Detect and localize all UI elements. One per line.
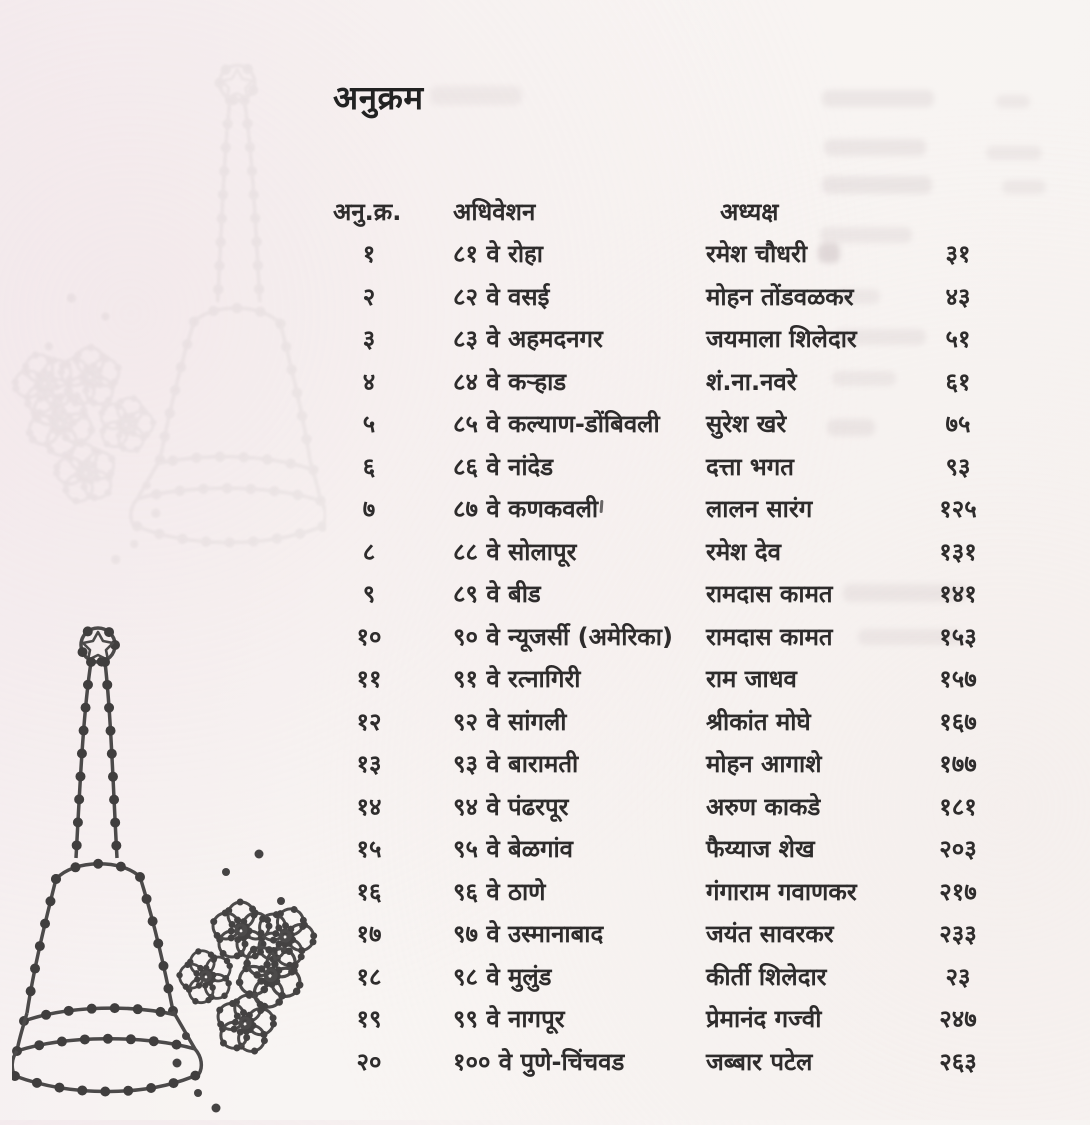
toc-row bbox=[333, 998, 1033, 1041]
convention-name: ८१ वे रोहा bbox=[453, 240, 544, 269]
convention-name: ९० वे न्यूजर्सी (अमेरिका) bbox=[453, 622, 673, 651]
president-name: श्रीकांत मोघे bbox=[706, 707, 811, 736]
convention-name: ८२ वे वसई bbox=[453, 282, 550, 311]
serial-number: ४ bbox=[362, 367, 376, 396]
serial-number: ११ bbox=[356, 665, 382, 694]
page-number: १६७ bbox=[939, 707, 977, 736]
table-of-contents bbox=[333, 78, 1033, 1083]
president-name: रामदास कामत bbox=[706, 622, 833, 651]
table-header-row bbox=[333, 190, 1033, 233]
president-name: शं.ना.नवरे bbox=[706, 367, 797, 396]
serial-number: ६ bbox=[362, 452, 376, 481]
convention-name: ९२ वे सांगली bbox=[453, 707, 567, 736]
convention-name: ९७ वे उस्मानाबाद bbox=[453, 920, 604, 949]
serial-number: १९ bbox=[356, 1005, 382, 1034]
toc-row bbox=[333, 573, 1033, 616]
president-name: प्रेमानंद गज्वी bbox=[706, 1005, 822, 1034]
serial-number: १५ bbox=[356, 835, 382, 864]
president-name: रमेश देव bbox=[706, 537, 781, 566]
convention-name: ८८ वे सोलापूर bbox=[453, 537, 577, 566]
toc-row bbox=[333, 658, 1033, 701]
convention-name: ९९ वे नागपूर bbox=[453, 1005, 565, 1034]
president-name: मोहन आगाशे bbox=[706, 750, 822, 779]
toc-row bbox=[333, 530, 1033, 573]
header-serial: अनु.क्र. bbox=[333, 197, 402, 226]
toc-row bbox=[333, 1040, 1033, 1083]
serial-number: ७ bbox=[362, 495, 376, 524]
serial-number: १६ bbox=[356, 877, 382, 906]
page-number: ४३ bbox=[945, 282, 971, 311]
serial-number: ९ bbox=[362, 580, 376, 609]
toc-row bbox=[333, 275, 1033, 318]
serial-number: २० bbox=[356, 1047, 382, 1076]
convention-name: ८६ वे नांदेड bbox=[453, 452, 554, 481]
convention-name: ८७ वे कणकवली bbox=[453, 495, 599, 524]
page-number: १२५ bbox=[939, 495, 977, 524]
convention-name: ८३ वे अहमदनगर bbox=[453, 325, 603, 354]
serial-number: ३ bbox=[362, 325, 376, 354]
president-name: अरुण काकडे bbox=[706, 792, 821, 821]
page-number: १५७ bbox=[939, 665, 977, 694]
serial-number: १८ bbox=[356, 962, 382, 991]
convention-name: १०० वे पुणे-चिंचवड bbox=[453, 1047, 625, 1076]
page-number: २३ bbox=[945, 962, 971, 991]
toc-row bbox=[333, 445, 1033, 488]
president-name: जयमाला शिलेदार bbox=[706, 325, 857, 354]
toc-row bbox=[333, 233, 1033, 276]
president-name: सुरेश खरे bbox=[706, 410, 787, 439]
president-name: फैय्याज शेख bbox=[706, 835, 815, 864]
convention-name: ९६ वे ठाणे bbox=[453, 877, 546, 906]
page-number: २४७ bbox=[939, 1005, 977, 1034]
president-name: जयंत सावरकर bbox=[706, 920, 834, 949]
serial-number: १४ bbox=[356, 792, 382, 821]
toc-row bbox=[333, 913, 1033, 956]
toc-row bbox=[333, 785, 1033, 828]
page-number: १३१ bbox=[939, 537, 977, 566]
president-name: राम जाधव bbox=[706, 665, 797, 694]
president-name: मोहन तोंडवळकर bbox=[706, 282, 854, 311]
page-number: ९३ bbox=[945, 452, 971, 481]
serial-number: १० bbox=[356, 622, 382, 651]
serial-number: १२ bbox=[356, 707, 382, 736]
page-number: ३१ bbox=[945, 240, 971, 269]
header-convention: अधिवेशन bbox=[453, 197, 536, 226]
page-number: १८१ bbox=[939, 792, 977, 821]
toc-row bbox=[333, 360, 1033, 403]
convention-name: ९५ वे बेळगांव bbox=[453, 835, 574, 864]
page-number: ५१ bbox=[945, 325, 971, 354]
serial-number: १३ bbox=[356, 750, 382, 779]
convention-name: ९१ वे रत्नागिरी bbox=[453, 665, 581, 694]
toc-row bbox=[333, 870, 1033, 913]
convention-name: ९३ वे बारामती bbox=[453, 750, 579, 779]
page-number: १४१ bbox=[939, 580, 977, 609]
toc-rows bbox=[333, 233, 1033, 1083]
serial-number: १७ bbox=[356, 920, 382, 949]
serial-number: ५ bbox=[362, 410, 376, 439]
toc-row bbox=[333, 318, 1033, 361]
convention-name: ८५ वे कल्याण-डोंबिवली bbox=[453, 410, 660, 439]
page-number: २६३ bbox=[939, 1047, 977, 1076]
toc-row bbox=[333, 615, 1033, 658]
header-president: अध्यक्ष bbox=[720, 197, 779, 226]
serial-number: ८ bbox=[362, 537, 376, 566]
bell-flowers-illustration bbox=[12, 615, 332, 1125]
president-name: गंगाराम गवाणकर bbox=[706, 877, 857, 906]
president-name: कीर्ती शिलेदार bbox=[706, 962, 827, 991]
president-name: रमेश चौधरी bbox=[706, 240, 808, 269]
toc-row bbox=[333, 743, 1033, 786]
convention-name: ८९ वे बीड bbox=[453, 580, 541, 609]
president-name: रामदास कामत bbox=[706, 580, 833, 609]
illustration-showthrough-ghost bbox=[0, 52, 326, 577]
president-name: जब्बार पटेल bbox=[706, 1047, 813, 1076]
page-number: २०३ bbox=[939, 835, 977, 864]
president-name: लालन सारंग bbox=[706, 495, 813, 524]
page-number: ७५ bbox=[945, 410, 971, 439]
convention-name: ९८ वे मुलुंड bbox=[453, 962, 552, 991]
convention-name: ९४ वे पंढरपूर bbox=[453, 792, 569, 821]
page-title: अनुक्रम bbox=[333, 78, 424, 117]
page-number: ६१ bbox=[945, 367, 971, 396]
toc-row bbox=[333, 403, 1033, 446]
page-number: २१७ bbox=[939, 877, 977, 906]
page-number: १७७ bbox=[939, 750, 977, 779]
toc-row bbox=[333, 955, 1033, 998]
serial-number: २ bbox=[362, 282, 376, 311]
toc-row bbox=[333, 828, 1033, 871]
convention-name: ८४ वे कऱ्हाड bbox=[453, 367, 567, 396]
page-number: १५३ bbox=[939, 622, 977, 651]
page-number: २३३ bbox=[939, 920, 977, 949]
toc-row bbox=[333, 488, 1033, 531]
serial-number: १ bbox=[362, 240, 376, 269]
president-name: दत्ता भगत bbox=[706, 452, 794, 481]
toc-row bbox=[333, 700, 1033, 743]
